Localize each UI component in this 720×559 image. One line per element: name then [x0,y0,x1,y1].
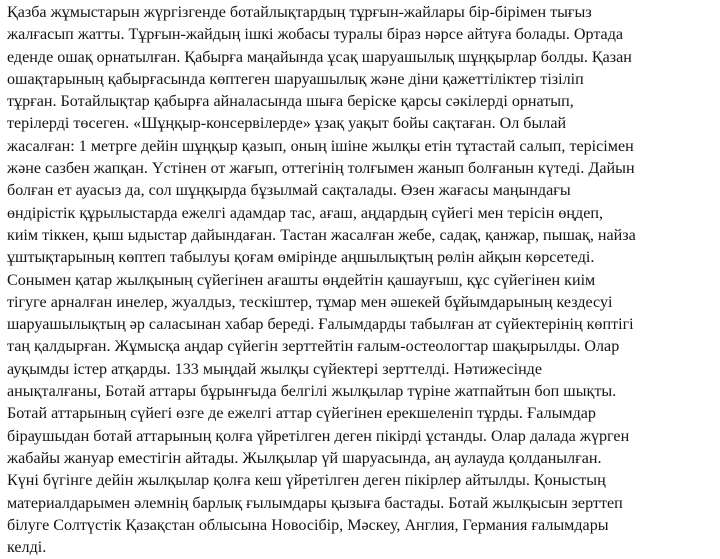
text-line: еденде ошақ орнатылған. Қабырға маңайында ұсақ шаруашылық шұңқырлар болды. Қазан [7,48,632,66]
text-line: жалғасып жатты. Тұрғын-жайдың ішкі жобасы туралы біраз нәрсе айтуға болады. Ортада [7,26,624,44]
text-line: білуге Солтүстік Қазақстан облысына Новосібір, Мәскеу, Англия, Германия ғалымдары [7,516,609,534]
text-line: және сазбен жапқан. Үстінен от жағып, оттегінің толғымен жанып болғанын күтеді. Дайын [7,160,635,178]
text-line: келді. [7,539,47,557]
text-line: біраушыдан ботай аттарының қолға үйретілген деген пікірді ұстанды. Олар далада жүрген [7,427,630,445]
text-line: Сонымен қатар жылқының сүйегінен ағашты өңдейтін қашауғыш, құс сүйегінен киім [7,271,596,289]
text-line: ошақтарының қабырғасында көптеген шаруашылық және діни қажеттіліктер тізіліп [7,70,584,88]
text-line: ауқымды істер атқарды. 133 мыңдай жылқы сүйектері зерттелді. Нәтижесінде [7,360,543,378]
text-line: терілерді төсеген. «Шұңқыр-консервілерде» ұзақ уақыт бойы сақтаған. Ол былай [7,115,567,133]
text-line: Күні бүгінге дейін жылқылар қолға кеш үйретілген деген пікірлер айтылды. Қоныстың [7,472,606,490]
text-line: Қазба жұмыстарын жүргізгенде ботайлықтардың тұрғын-жайлары бір-бірімен тығыз [7,4,592,21]
text-line: анықталғаны, Ботай аттары бұрынғыда белгілі жылқылар түріне жатпайтын боп шықты. [7,383,617,401]
text-line: тігуге арналған инелер, жуалдыз, тескіштер, тұмар мен әшекей бұйымдарының кездесуі [7,293,613,311]
text-line: болған ет ауасыз да, сол шұңқырда бұзылмай сақталады. Өзен жағасы маңындағы [7,182,571,200]
text-line: киім тіккен, қыш ыдыстар дайындаған. Тастан жасалған жебе, садақ, қанжар, пышақ, найза [7,226,636,244]
text-line: жабайы жануар еместігін айтады. Жылқылар үй шаруасында, аң аулауда қолданылған. [7,449,602,467]
text-line: таң қалдырған. Жұмысқа аңдар сүйегін зерттейтін ғалым-остеологтар шақырылды. Олар [7,338,620,356]
text-line: өндірістік құрылыстарда ежелгі адамдар тас, ағаш, аңдардың сүйегі мен терісін өңдеп, [7,204,604,222]
text-line: тұрған. Ботайлықтар қабырға айналасында шыға беріске қарсы сәкілерді орнатып, [7,93,574,111]
text-line: жасалған: 1 метрге дейін шұңқыр қазып, оның ішіне жылқы етін тұтастай салып, терісімен [7,137,634,155]
text-line: Ботай аттарының сүйегі өзге де ежелгі аттар сүйегінен ерекшеленіп тұрды. Ғалымдар [7,405,596,423]
text-line: ұштықтарының көптеп табылуы қоғам өмірінде аңшылықтың рөлін айқын көрсетеді. [7,249,595,267]
text-line: материалдарымен әлемнің барлық ғылымдары қызыға бастады. Ботай жылқысын зерттеп [7,494,623,512]
text-line: шаруашылықтың әр саласынан хабар береді. Ғалымдарды табылған ат сүйектерінің көптігі [7,316,634,334]
